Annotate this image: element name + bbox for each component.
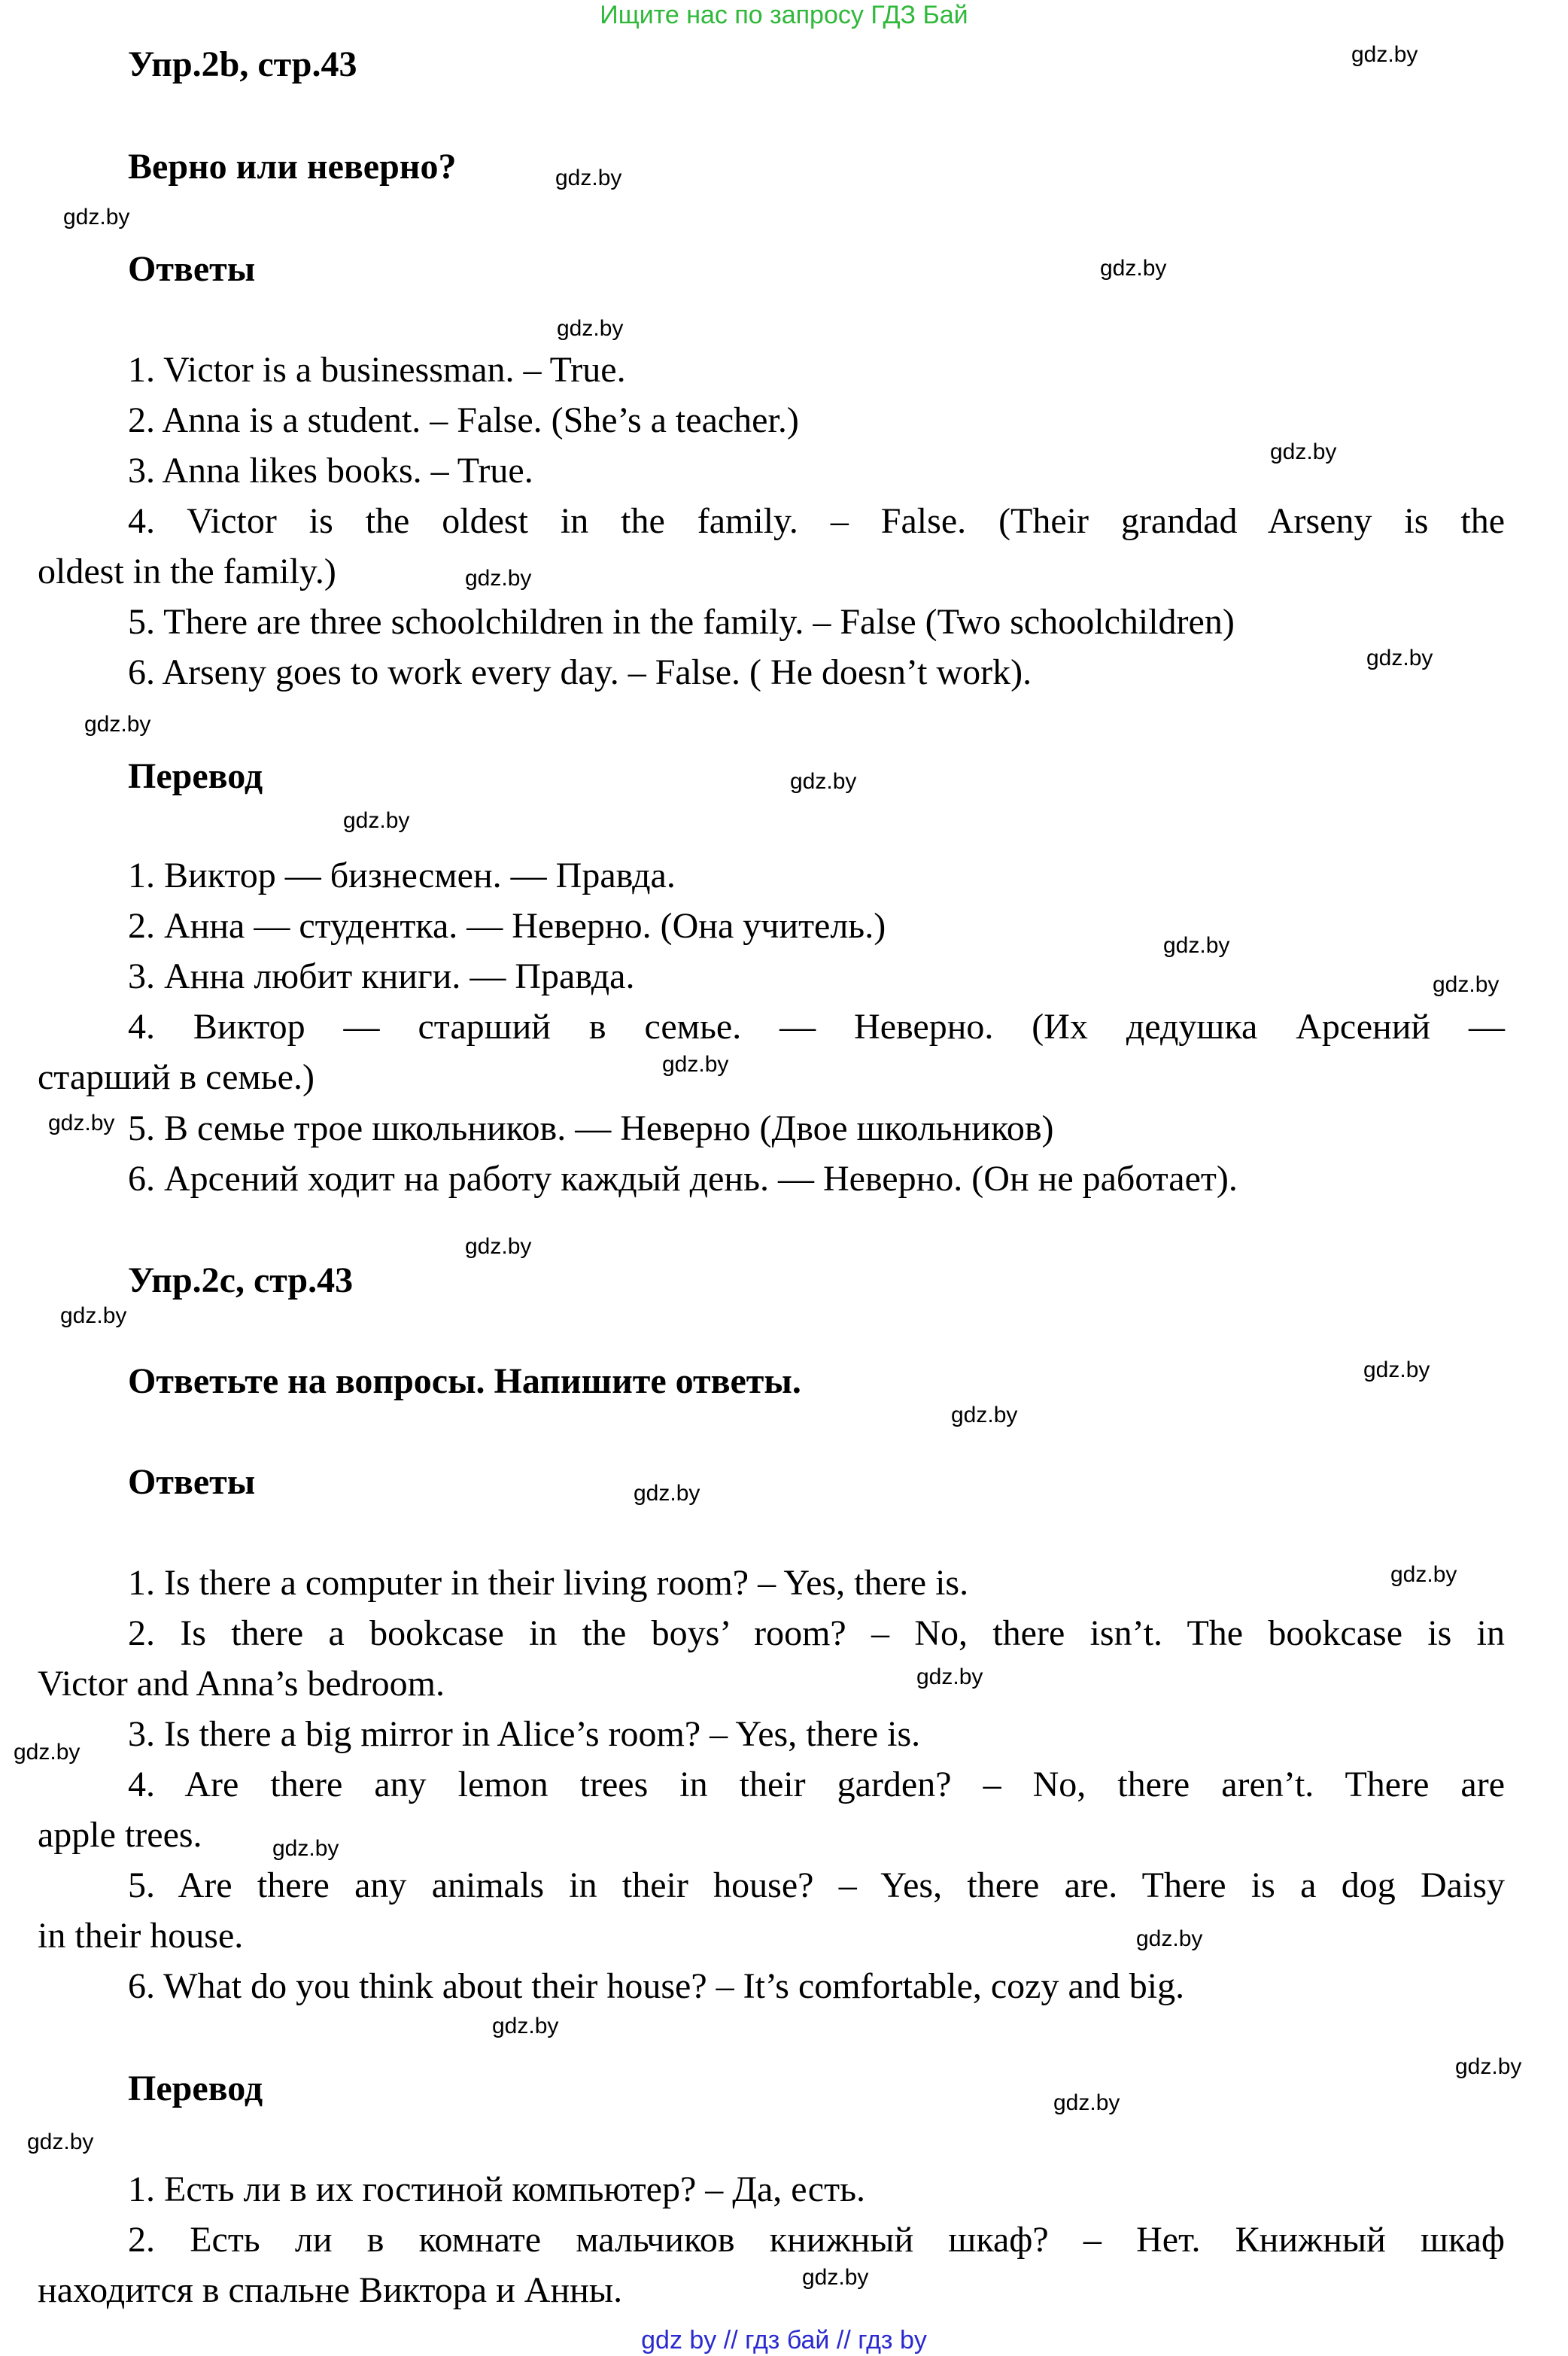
exercise-2b-answers-heading: Ответы <box>128 249 256 289</box>
exercise-2b-task: Верно или неверно? <box>128 147 457 187</box>
answer-line: 2. Anna is a student. – False. (She’s a teacher.) <box>128 400 799 440</box>
answer-line: 5. There are three schoolchildren in the family. – False (Two schoolchildren) <box>128 602 1235 642</box>
watermark: gdz.by <box>48 1111 115 1135</box>
translation-line: старший в семье.) <box>38 1057 315 1097</box>
watermark: gdz.by <box>1100 256 1167 281</box>
watermark: gdz.by <box>84 712 151 737</box>
watermark: gdz.by <box>916 1664 983 1689</box>
watermark: gdz.by <box>1136 1926 1203 1951</box>
answer-line: 5. Are there any animals in their house? – Yes, there are. There is a dog Daisy <box>128 1865 1505 1905</box>
watermark: gdz.by <box>272 1836 339 1861</box>
watermark: gdz.by <box>555 166 622 190</box>
top-banner: Ищите нас по запросу ГДЗ Бай <box>600 1 968 29</box>
watermark: gdz.by <box>1270 439 1337 464</box>
watermark: gdz.by <box>60 1303 127 1328</box>
watermark: gdz.by <box>465 566 532 591</box>
exercise-2c-answers-heading: Ответы <box>128 1462 256 1502</box>
watermark: gdz.by <box>1433 972 1500 997</box>
translation-line: 6. Арсений ходит на работу каждый день. — Неверно. (Он не работает). <box>128 1159 1238 1199</box>
translation-line: 1. Есть ли в их гостиной компьютер? – Да, есть. <box>128 2169 865 2209</box>
answer-line: in their house. <box>38 1916 244 1956</box>
watermark: gdz.by <box>1351 42 1418 67</box>
watermark: gdz.by <box>492 2014 559 2038</box>
answer-line: 1. Is there a computer in their living room? – Yes, there is. <box>128 1563 969 1603</box>
answer-line: apple trees. <box>38 1815 202 1855</box>
exercise-2c-translation-heading: Перевод <box>128 2069 263 2108</box>
answer-line: 4. Are there any lemon trees in their garden? – No, there aren’t. There are <box>128 1765 1505 1804</box>
answer-line: oldest in the family.) <box>38 552 336 591</box>
watermark: gdz.by <box>465 1234 532 1259</box>
exercise-2c-task: Ответьте на вопросы. Напишите ответы. <box>128 1361 801 1401</box>
translation-line: 2. Анна — студентка. — Неверно. (Она учитель.) <box>128 906 886 946</box>
translation-line: находится в спальне Виктора и Анны. <box>38 2270 623 2310</box>
watermark: gdz.by <box>557 316 624 341</box>
watermark: gdz.by <box>343 808 410 833</box>
watermark: gdz.by <box>1163 933 1230 958</box>
answer-line: 3. Is there a big mirror in Alice’s room? – Yes, there is. <box>128 1714 921 1754</box>
answer-line: 4. Victor is the oldest in the family. – False. (Their grandad Arseny is the <box>128 501 1505 541</box>
answer-line: 1. Victor is a businessman. – True. <box>128 350 626 390</box>
watermark: gdz.by <box>1363 1357 1430 1382</box>
exercise-2b-translation-heading: Перевод <box>128 756 263 796</box>
watermark: gdz.by <box>1390 1562 1457 1587</box>
watermark: gdz.by <box>662 1052 729 1077</box>
translation-line: 2. Есть ли в комнате мальчиков книжный шкаф? – Нет. Книжный шкаф <box>128 2220 1505 2260</box>
translation-line: 3. Анна любит книги. — Правда. <box>128 956 635 996</box>
bottom-banner: gdz by // гдз бай // гдз by <box>641 2326 927 2354</box>
answer-line: 3. Anna likes books. – True. <box>128 451 533 491</box>
exercise-2c-title: Упр.2c, стр.43 <box>128 1260 354 1300</box>
watermark: gdz.by <box>802 2265 869 2290</box>
answer-line: 2. Is there a bookcase in the boys’ room? – No, there isn’t. The bookcase is in <box>128 1613 1505 1653</box>
watermark: gdz.by <box>1053 2090 1120 2115</box>
translation-line: 1. Виктор — бизнесмен. — Правда. <box>128 856 676 895</box>
translation-line: 4. Виктор — старший в семье. — Неверно. (Их дедушка Арсений — <box>128 1007 1505 1047</box>
watermark: gdz.by <box>63 205 130 230</box>
answer-line: 6. Arseny goes to work every day. – False. ( He doesn’t work). <box>128 652 1032 692</box>
watermark: gdz.by <box>1455 2054 1522 2079</box>
watermark: gdz.by <box>634 1481 700 1506</box>
watermark: gdz.by <box>790 769 857 794</box>
exercise-2b-title: Упр.2b, стр.43 <box>128 44 357 84</box>
watermark: gdz.by <box>1366 646 1433 670</box>
watermark: gdz.by <box>27 2130 94 2154</box>
watermark: gdz.by <box>14 1740 81 1765</box>
answer-line: Victor and Anna’s bedroom. <box>38 1664 445 1704</box>
watermark: gdz.by <box>951 1403 1018 1427</box>
translation-line: 5. В семье трое школьников. — Неверно (Двое школьников) <box>128 1108 1054 1148</box>
answer-line: 6. What do you think about their house? – It’s comfortable, cozy and big. <box>128 1966 1185 2006</box>
